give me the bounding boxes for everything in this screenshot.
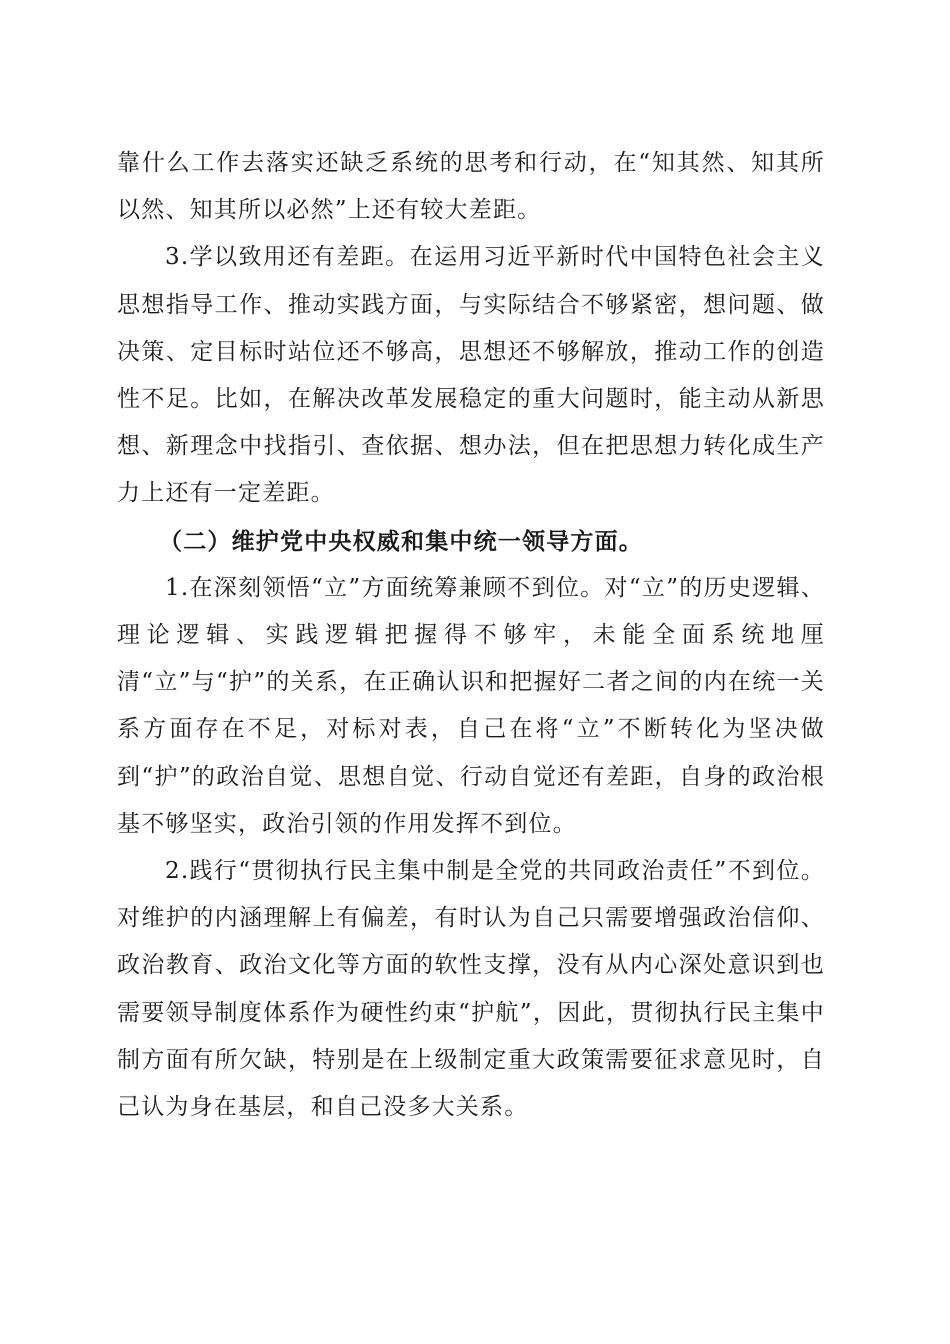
document-page — [117, 140, 825, 1131]
paragraph-item-3: 3.学以致用还有差距。在运用习近平新时代中国特色社会主义思想指导工作、推动实践方面，与实际结合不够紧密，想问题、做决策、定目标时站位还不够高，思想还不够解放，推动工作的创造性不足。比如，在解决改革发展稳定的重大问题时，能主动从新思想、新理念中找指引、查依据、想办法，但在把思想力转化成生产力上还有一定差距。 — [117, 244, 825, 507]
section-heading: （二）维护党中央权威和集中统一领导方面。 — [159, 527, 643, 555]
paragraph-continuation: 靠什么工作去落实还缺乏系统的思考和行动，在“知其然、知其所以然、知其所以必然”上还有较大差距。 — [117, 150, 825, 224]
paragraph-item-1: 1.在深刻领悟“立”方面统筹兼顾不到位。对“立”的历史逻辑、理论逻辑、实践逻辑把握得不够牢，未能全面系统地厘清“立”与“护”的关系，在正确认识和把握好二者之间的内在统一关系方面存在不足，对标对表，自己在将“立”不断转化为坚决做到“护”的政治自觉、思想自觉、行动自觉还有差距，自身的政治根基不够坚实，政治引领的作用发挥不到位。 — [117, 574, 825, 837]
paragraph-item-2: 2.践行“贯彻执行民主集中制是全党的共同政治责任”不到位。对维护的内涵理解上有偏差，有时认为自己只需要增强政治信仰、政治教育、政治文化等方面的软性支撑，没有从内心深处意识到也需要领导制度体系作为硬性约束“护航”，因此，贯彻执行民主集中制方面有所欠缺，特别是在上级制定重大政策需要征求意见时，自己认为身在基层，和自己没多大关系。 — [117, 858, 825, 1121]
